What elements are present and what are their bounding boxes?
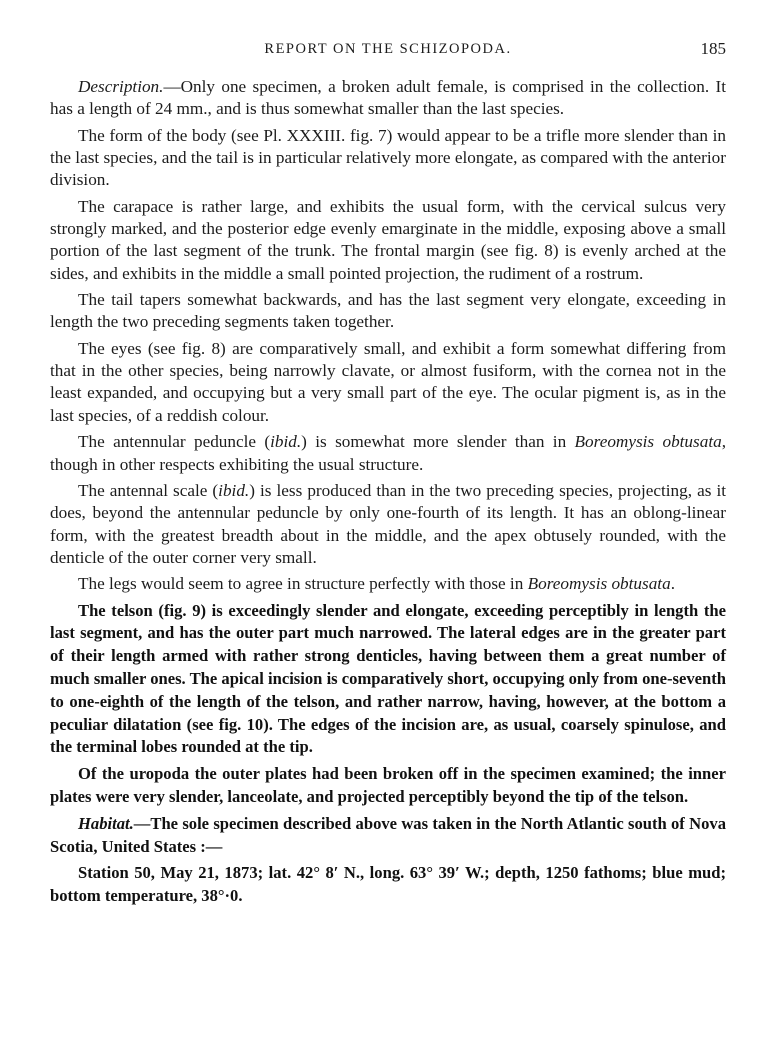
paragraph-station bbox=[50, 862, 726, 908]
paragraph-text: Of the uropoda the outer plates had been broken off in the specimen examined; the inner plates were very slender, lanceolate, and projected perceptibly beyond the tip of the telson. bbox=[50, 764, 726, 806]
section-lead-habitat: Habitat. bbox=[78, 813, 134, 833]
paragraph-text: The antennular peduncle ( bbox=[78, 432, 271, 452]
paragraph-text: . bbox=[670, 574, 675, 594]
paragraph-text: Station 50, May 21, 1873; lat. 42° 8′ N., long. 63° 39′ W.; depth, 1250 fathoms; blue mud; bottom temperature, 38°·0. bbox=[50, 863, 726, 906]
page-number: 185 bbox=[700, 39, 726, 58]
document-page bbox=[50, 36, 726, 908]
paragraph-text: —Only one specimen, a broken adult female, is comprised in the collection. It has a length of 24 mm., and is thus somewhat smaller than the last species. bbox=[50, 77, 726, 119]
paragraph-tail bbox=[50, 289, 726, 334]
paragraph-antennal-scale bbox=[50, 480, 726, 569]
paragraph-text: The tail tapers somewhat backwards, and has the last segment very elongate, exceeding in length the two preceding segments taken together. bbox=[50, 290, 726, 332]
running-title: REPORT ON THE SCHIZOPODA. bbox=[264, 41, 512, 57]
section-lead-description: Description. bbox=[78, 77, 164, 96]
paragraph-text: ) is less produced than in the two preceding species, projecting, as it does, beyond the antennular peduncle by only one-fourth of its length. It has an oblong-linear form, with the greatest breadth about in the middle, and the apex obtusely rounded, with the denticle of the outer corner very small. bbox=[50, 480, 726, 567]
paragraph-eyes bbox=[50, 338, 726, 427]
paragraph-description bbox=[50, 76, 726, 121]
page-header bbox=[50, 36, 726, 62]
paragraph-habitat bbox=[50, 813, 726, 859]
paragraph-text: The eyes (see fig. 8) are comparatively small, and exhibit a form somewhat differing from that in the other species, being narrowly clavate, or almost fusiform, with the cornea not in the least expanded, and occupying but a very small part of the eye. The ocular pigment is, as in the last species, of a reddish colour. bbox=[50, 338, 726, 425]
paragraph-text: —The sole specimen described above was taken in the North Atlantic south of Nova Scotia, United States :— bbox=[50, 813, 726, 856]
italic-reference: ibid. bbox=[270, 432, 302, 452]
paragraph-text: , though in other respects exhibiting the usual structure. bbox=[50, 432, 726, 474]
paragraph-antennular-peduncle bbox=[50, 431, 726, 476]
paragraph-carapace bbox=[50, 196, 726, 285]
paragraph-uropoda bbox=[50, 763, 726, 809]
paragraph-body-form bbox=[50, 125, 726, 192]
taxon-name: Boreomysis obtusata bbox=[527, 574, 671, 594]
paragraph-text: The legs would seem to agree in structure perfectly with those in bbox=[78, 574, 528, 594]
paragraph-telson bbox=[50, 600, 726, 760]
paragraph-legs bbox=[50, 573, 726, 595]
paragraph-text: The carapace is rather large, and exhibits the usual form, with the cervical sulcus very strongly marked, and the posterior edge evenly emarginate in the middle, exposing above a small portion of the last segment of the trunk. The frontal margin (see fig. 8) is evenly arched at the sides, and exhibits in the middle a small pointed projection, the rudiment of a rostrum. bbox=[50, 196, 726, 283]
paragraph-text: The form of the body (see Pl. XXXIII. fig. 7) would appear to be a trifle more slender than in the last species, and the tail is in particular relatively more elongate, as compared with the anterior division. bbox=[50, 125, 726, 190]
paragraph-text: ) is somewhat more slender than in bbox=[301, 432, 575, 452]
italic-reference: ibid. bbox=[218, 480, 250, 500]
paragraph-text: The antennal scale ( bbox=[78, 480, 219, 500]
taxon-name: Boreomysis obtusata bbox=[574, 432, 722, 452]
paragraph-text: The telson (fig. 9) is exceedingly slender and elongate, exceeding perceptibly in length the last segment, and has the outer part much narrowed. The lateral edges are in the greater part of their length armed with rather strong denticles, having between them a great number of much smaller ones. The apical incision is comparatively short, occupying only from one-seventh to one-eighth of the length of the telson, and rather narrow, having, however, at the bottom a peculiar dilatation (see fig. 10). The edges of the incision are, as usual, coarsely spinulose, and the terminal lobes rounded at the tip. bbox=[50, 600, 726, 757]
